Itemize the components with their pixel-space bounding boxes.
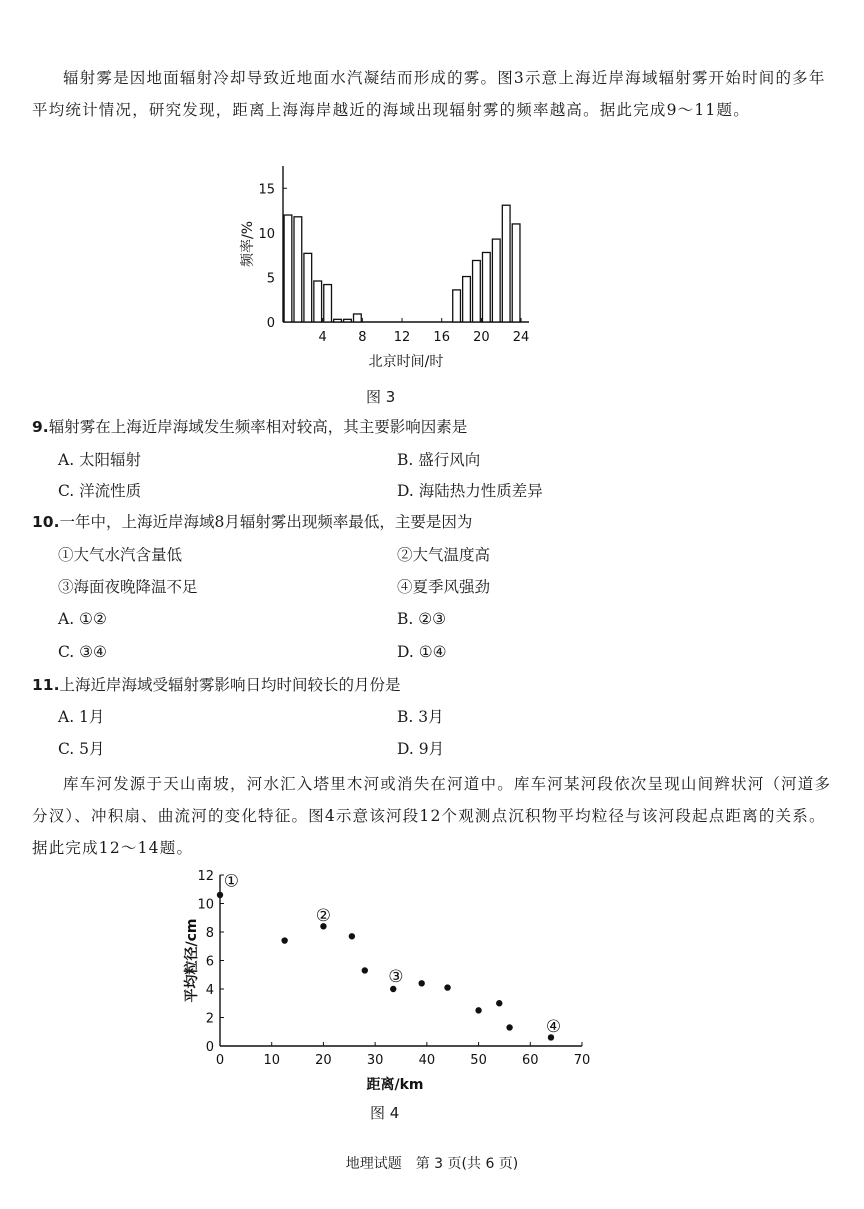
figure4-x-tick-label: 20 <box>315 1053 332 1068</box>
figure3-bar <box>294 217 302 322</box>
figure4-y-tick-label: 10 <box>197 897 214 913</box>
figure4-x-tick-label: 60 <box>522 1053 539 1068</box>
question-11-option-b[interactable]: B. 3月 <box>397 708 444 726</box>
figure4-data-point <box>217 892 223 898</box>
figure3-bar <box>482 252 490 322</box>
figure4-point-annotation: ② <box>315 905 332 926</box>
figure4-point-annotation: ③ <box>388 967 404 988</box>
figure4-data-point <box>362 967 368 973</box>
question-11-option-d[interactable]: D. 9月 <box>397 740 445 758</box>
intro-paragraph-fog: 辐射雾是因地面辐射冷却导致近地面水汽凝结而形成的雾。图3示意上海近岸海域辐射雾开始时间的多年平均统计情况，研究发现，距离上海海岸越近的海域出现辐射雾的频率越高。据此完成9～11题。 <box>32 69 826 119</box>
figure3-y-tick-label: 15 <box>258 182 275 198</box>
figure3-x-label: 北京时间/时 <box>368 354 444 370</box>
figure4-y-tick-label: 4 <box>205 983 214 998</box>
question-9-number: 9. <box>32 418 49 436</box>
figure4-scatter-chart <box>0 862 864 1097</box>
page-footer: 地理试题 第 3 页(共 6 页) <box>345 1156 519 1172</box>
figure3-bar <box>304 253 312 322</box>
figure4-data-point <box>496 1000 502 1006</box>
intro-paragraph-kuche-river: 库车河发源于天山南坡，河水汇入塔里木河或消失在河道中。库车河某河段依次呈现山间辫状河（河道多分汊）、冲积扇、曲流河的变化特征。图4示意该河段12个观测点沉积物平均粒径与该河段起点距离的关系。据此完成12～14题。 <box>32 775 832 857</box>
figure3-x-tick-label: 12 <box>393 330 411 345</box>
question-10-item-2: ②大气温度高 <box>397 546 491 564</box>
question-10-number: 10. <box>32 513 60 531</box>
question-11-option-a[interactable]: A. 1月 <box>58 708 105 726</box>
figure3-bar <box>314 281 322 322</box>
figure4-data-point <box>444 984 450 990</box>
figure4-data-point <box>349 933 355 939</box>
question-9-option-a[interactable]: A. 太阳辐射 <box>58 451 142 469</box>
question-10-option-c[interactable]: C. ③④ <box>58 643 107 661</box>
figure3-y-tick-label: 5 <box>266 271 275 287</box>
figure4-x-tick-label: 30 <box>366 1053 384 1068</box>
figure3-y-label: 频率/% <box>240 220 256 268</box>
figure4-x-label: 距离/km <box>366 1077 424 1093</box>
figure4-data-point <box>418 980 424 986</box>
figure3-y-tick-label: 0 <box>266 316 275 331</box>
figure4-x-tick-label: 10 <box>263 1053 280 1068</box>
question-11-option-c[interactable]: C. 5月 <box>58 740 105 758</box>
figure3-bar <box>334 319 342 322</box>
figure4-y-tick-label: 6 <box>205 954 214 970</box>
question-11-stem <box>32 674 832 696</box>
figure4-y-label: 平均粒径/cm <box>184 918 200 1003</box>
figure3-x-tick-label: 16 <box>433 330 450 345</box>
question-10-item-4: ④夏季风强劲 <box>397 578 491 596</box>
figure3-bar <box>344 319 352 322</box>
figure3-bar <box>354 314 362 322</box>
figure3-x-tick-label: 4 <box>318 330 327 345</box>
figure3-x-tick-label: 20 <box>473 330 490 345</box>
question-10-option-a[interactable]: A. ①② <box>58 610 107 628</box>
question-11-number: 11. <box>32 676 60 694</box>
question-9-option-b[interactable]: B. 盛行风向 <box>397 451 481 469</box>
question-10-item-1: ①大气水汽含量低 <box>58 546 183 564</box>
question-10-stem <box>32 511 832 533</box>
figure4-data-point <box>475 1007 481 1013</box>
figure4-x-tick-label: 70 <box>573 1053 591 1068</box>
figure3-caption: 图 3 <box>366 388 396 406</box>
figure3-x-tick-label: 24 <box>512 330 530 345</box>
figure3-bar <box>492 239 500 322</box>
figure3-y-tick-label: 10 <box>258 226 275 242</box>
figure4-caption: 图 4 <box>370 1104 400 1122</box>
question-11-text: 上海近岸海域受辐射雾影响日均时间较长的月份是 <box>59 676 401 694</box>
figure4-point-annotation: ④ <box>545 1017 562 1038</box>
question-9-text: 辐射雾在上海近岸海域发生频率相对较高，其主要影响因素是 <box>48 418 468 436</box>
figure3-bar <box>512 224 520 322</box>
figure4-x-tick-label: 40 <box>418 1053 436 1068</box>
figure4-y-tick-label: 2 <box>205 1011 214 1027</box>
figure3-bar <box>284 215 292 322</box>
figure3-bar <box>502 205 510 322</box>
figure4-x-tick-label: 50 <box>470 1053 487 1068</box>
figure3-bar <box>473 260 481 322</box>
figure3-bar <box>463 277 471 322</box>
question-9-stem <box>32 416 832 438</box>
question-9-option-c[interactable]: C. 洋流性质 <box>58 482 142 500</box>
figure4-y-tick-label: 0 <box>205 1040 214 1055</box>
figure4-data-point <box>281 937 287 943</box>
question-10-option-b[interactable]: B. ②③ <box>397 610 447 628</box>
figure4-x-tick-label: 0 <box>215 1053 225 1068</box>
figure4-y-tick-label: 8 <box>205 926 214 941</box>
figure3-bar <box>453 290 461 322</box>
figure3-bar <box>324 285 332 322</box>
question-10-option-d[interactable]: D. ①④ <box>397 643 447 661</box>
figure4-y-tick-label: 12 <box>197 869 214 884</box>
question-9-option-d[interactable]: D. 海陆热力性质差异 <box>397 482 543 500</box>
question-10-text: 一年中，上海近岸海域8月辐射雾出现频率最低，主要是因为 <box>59 513 473 531</box>
figure4-data-point <box>506 1024 512 1030</box>
figure4-point-annotation: ① <box>223 871 240 892</box>
question-10-item-3: ③海面夜晚降温不足 <box>58 578 198 596</box>
figure3-x-tick-label: 8 <box>358 330 367 345</box>
